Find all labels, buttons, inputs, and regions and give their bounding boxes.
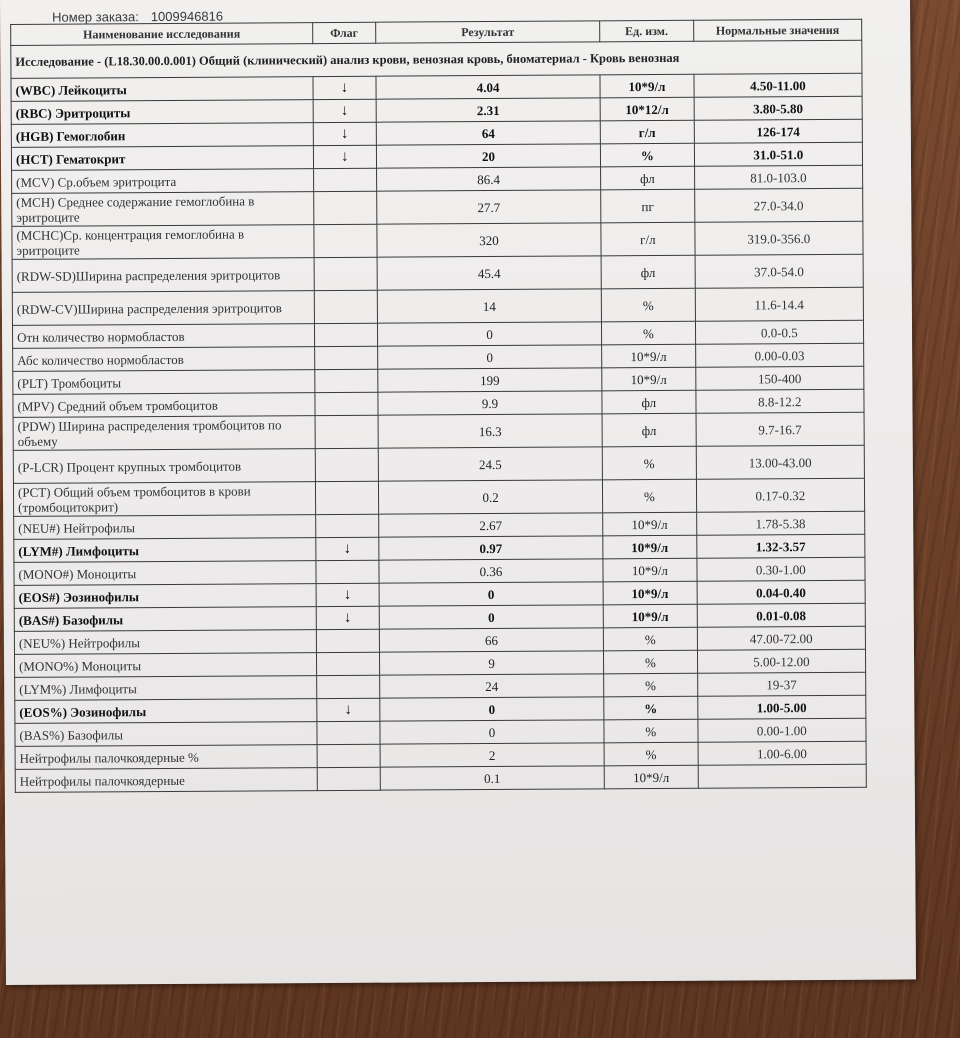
- row-result-cell: 9.9: [378, 391, 602, 415]
- row-norm-cell: 3.80-5.80: [694, 96, 862, 120]
- table-row: [15, 764, 866, 792]
- row-norm-cell: 0.04-0.40: [697, 580, 865, 604]
- row-result-cell: 64: [376, 121, 600, 145]
- row-name-cell: (MPV) Средний объем тромбоцитов: [13, 393, 315, 418]
- row-norm-cell: 37.0-54.0: [695, 254, 864, 288]
- row-name-cell: (P-LCR) Процент крупных тромбоцитов: [13, 449, 315, 484]
- row-norm-cell: 4.50-11.00: [694, 73, 862, 97]
- row-unit-cell: %: [604, 696, 698, 720]
- row-result-cell: 0: [377, 322, 601, 346]
- row-norm-cell: 1.00-6.00: [698, 741, 866, 765]
- row-flag-cell: [314, 323, 377, 346]
- row-name-cell: (RBC) Эритроциты: [11, 100, 313, 125]
- down-arrow-icon: ↓: [316, 583, 379, 606]
- row-result-cell: 2.67: [379, 513, 603, 537]
- row-unit-cell: фл: [602, 413, 696, 447]
- row-unit-cell: %: [602, 446, 696, 480]
- down-arrow-icon: ↓: [313, 122, 376, 145]
- header-norm: Нормальные значения: [693, 19, 861, 41]
- row-name-cell: (MCH) Среднее содержание гемоглобина в эритроците: [12, 192, 314, 227]
- row-unit-cell: 10*9/л: [603, 581, 697, 605]
- row-unit-cell: фл: [601, 166, 695, 190]
- row-flag-cell: [316, 514, 379, 537]
- row-norm-cell: 27.0-34.0: [694, 188, 863, 222]
- row-norm-cell: 1.00-5.00: [697, 695, 865, 719]
- row-name-cell: (EOS%) Эозинофилы: [15, 699, 317, 724]
- table-row: [12, 221, 863, 259]
- row-name-cell: Абс количество нормобластов: [13, 347, 315, 372]
- row-unit-cell: 10*9/л: [603, 512, 697, 536]
- row-result-cell: 0.36: [379, 559, 603, 583]
- row-unit-cell: %: [602, 321, 696, 345]
- row-unit-cell: %: [602, 479, 696, 513]
- row-unit-cell: 10*9/л: [603, 558, 697, 582]
- row-flag-cell: [315, 448, 378, 481]
- row-flag-cell: [317, 721, 380, 744]
- row-flag-cell: [314, 191, 377, 224]
- row-norm-cell: 0.00-1.00: [698, 718, 866, 742]
- row-result-cell: 66: [379, 628, 603, 652]
- row-flag-cell: [315, 346, 378, 369]
- row-norm-cell: 126-174: [694, 119, 862, 143]
- row-flag-cell: [314, 290, 377, 323]
- row-norm-cell: 47.00-72.00: [697, 626, 865, 650]
- row-unit-cell: %: [604, 650, 698, 674]
- down-arrow-icon: ↓: [316, 537, 379, 560]
- row-result-cell: 0: [379, 582, 603, 606]
- row-name-cell: (EOS#) Эозинофилы: [14, 584, 316, 609]
- row-flag-cell: [317, 744, 380, 767]
- row-name-cell: (WBC) Лейкоциты: [11, 77, 313, 102]
- row-result-cell: 27.7: [377, 190, 601, 224]
- row-unit-cell: %: [600, 143, 694, 167]
- row-name-cell: (BAS#) Базофилы: [14, 607, 316, 632]
- row-flag-cell: [316, 652, 379, 675]
- row-name-cell: (PCT) Общий объем тромбоцитов в крови (тромбоцитокрит): [13, 482, 315, 517]
- header-flag: Флаг: [313, 22, 376, 43]
- row-result-cell: 2.31: [376, 98, 600, 122]
- row-result-cell: 20: [376, 144, 600, 168]
- table-row: [12, 287, 863, 325]
- row-result-cell: 0: [380, 720, 604, 744]
- row-flag-cell: [316, 629, 379, 652]
- row-norm-cell: 19-37: [697, 672, 865, 696]
- row-unit-cell: %: [604, 673, 698, 697]
- row-norm-cell: 13.00-43.00: [696, 445, 865, 479]
- header-unit: Ед. изм.: [600, 20, 694, 42]
- row-norm-cell: 0.00-0.03: [695, 343, 863, 367]
- row-norm-cell: 81.0-103.0: [694, 165, 862, 189]
- row-unit-cell: 10*9/л: [603, 604, 697, 628]
- row-flag-cell: [317, 767, 380, 790]
- row-name-cell: (MCV) Ср.объем эритроцита: [12, 169, 314, 194]
- row-unit-cell: г/л: [601, 222, 695, 256]
- row-name-cell: (HCT) Гематокрит: [11, 146, 313, 171]
- row-name-cell: (NEU#) Нейтрофилы: [14, 515, 316, 540]
- row-unit-cell: %: [601, 288, 695, 322]
- row-norm-cell: 0.17-0.32: [696, 478, 865, 512]
- row-result-cell: 0: [380, 697, 604, 721]
- row-unit-cell: %: [603, 627, 697, 651]
- header-name: Наименование исследования: [11, 23, 313, 46]
- table-row: [12, 188, 863, 226]
- table-row: [12, 254, 863, 292]
- down-arrow-icon: ↓: [313, 99, 376, 122]
- row-result-cell: 86.4: [377, 167, 601, 191]
- row-norm-cell: 31.0-51.0: [694, 142, 862, 166]
- down-arrow-icon: ↓: [317, 698, 380, 721]
- row-unit-cell: 10*9/л: [603, 535, 697, 559]
- row-norm-cell: 9.7-16.7: [696, 412, 865, 446]
- row-name-cell: (MCHC)Ср. концентрация гемоглобина в эритроците: [12, 225, 314, 260]
- row-norm-cell: 0.01-0.08: [697, 603, 865, 627]
- row-name-cell: (LYM%) Лимфоциты: [15, 676, 317, 701]
- row-result-cell: 320: [377, 223, 601, 257]
- row-name-cell: (LYM#) Лимфоциты: [14, 538, 316, 563]
- section-row: [11, 40, 862, 78]
- row-norm-cell: 1.32-3.57: [696, 534, 864, 558]
- down-arrow-icon: ↓: [313, 76, 376, 99]
- row-flag-cell: [314, 224, 377, 257]
- row-name-cell: (MONO#) Моноциты: [14, 561, 316, 586]
- order-number-value: 1009946816: [150, 8, 224, 25]
- row-name-cell: (MONO%) Моноциты: [14, 653, 316, 678]
- row-result-cell: 4.04: [376, 75, 600, 99]
- row-norm-cell: 319.0-356.0: [695, 221, 864, 255]
- row-flag-cell: [316, 560, 379, 583]
- row-unit-cell: 10*9/л: [604, 765, 698, 789]
- row-result-cell: 45.4: [377, 256, 601, 290]
- row-norm-cell: 150-400: [695, 366, 863, 390]
- row-result-cell: 199: [378, 368, 602, 392]
- row-name-cell: (HGB) Гемоглобин: [11, 123, 313, 148]
- row-unit-cell: 10*9/л: [600, 74, 694, 98]
- row-norm-cell: 5.00-12.00: [697, 649, 865, 673]
- row-result-cell: 24.5: [378, 447, 602, 481]
- row-result-cell: 0: [378, 345, 602, 369]
- row-result-cell: 9: [379, 651, 603, 675]
- row-flag-cell: [314, 257, 377, 290]
- row-norm-cell: [698, 764, 866, 788]
- row-unit-cell: %: [604, 719, 698, 743]
- row-result-cell: 16.3: [378, 414, 602, 448]
- row-result-cell: 0.2: [378, 480, 602, 514]
- row-name-cell: (PDW) Ширина распределения тромбоцитов по объему: [13, 416, 315, 451]
- table-row: [13, 412, 864, 450]
- table-row: [13, 445, 864, 483]
- row-unit-cell: %: [604, 742, 698, 766]
- row-name-cell: (NEU%) Нейтрофилы: [14, 630, 316, 655]
- order-number-label: Номер заказа:: [52, 9, 139, 25]
- row-unit-cell: 10*12/л: [600, 97, 694, 121]
- row-norm-cell: 8.8-12.2: [696, 389, 864, 413]
- row-unit-cell: фл: [602, 390, 696, 414]
- down-arrow-icon: ↓: [316, 606, 379, 629]
- row-norm-cell: 0.0-0.5: [695, 320, 863, 344]
- row-flag-cell: [315, 415, 378, 448]
- results-table: [10, 19, 867, 793]
- row-result-cell: 0: [379, 605, 603, 629]
- row-unit-cell: 10*9/л: [602, 367, 696, 391]
- row-unit-cell: г/л: [600, 120, 694, 144]
- row-name-cell: Нейтрофилы палочкоядерные %: [15, 745, 317, 770]
- row-norm-cell: 11.6-14.4: [695, 287, 864, 321]
- row-flag-cell: [315, 369, 378, 392]
- row-result-cell: 0.1: [380, 766, 604, 790]
- row-flag-cell: [317, 675, 380, 698]
- row-result-cell: 24: [380, 674, 604, 698]
- row-flag-cell: [315, 481, 378, 514]
- row-flag-cell: [315, 392, 378, 415]
- row-name-cell: (RDW-CV)Ширина распределения эритроцитов: [12, 291, 314, 326]
- row-name-cell: (RDW-SD)Ширина распределения эритроцитов: [12, 258, 314, 293]
- row-unit-cell: фл: [601, 255, 695, 289]
- row-name-cell: Отн количество нормобластов: [12, 324, 314, 349]
- row-result-cell: 0.97: [379, 536, 603, 560]
- header-result: Результат: [376, 21, 600, 43]
- row-norm-cell: 0.30-1.00: [697, 557, 865, 581]
- row-norm-cell: 1.78-5.38: [696, 511, 864, 535]
- row-name-cell: (PLT) Тромбоциты: [13, 370, 315, 395]
- row-name-cell: Нейтрофилы палочкоядерные: [15, 768, 317, 793]
- table-row: [13, 478, 864, 516]
- row-result-cell: 2: [380, 743, 604, 767]
- row-name-cell: (BAS%) Базофилы: [15, 722, 317, 747]
- row-result-cell: 14: [377, 289, 601, 323]
- section-title: Исследование - (L18.30.00.0.001) Общий (клинический) анализ крови, венозная кровь, биоматериал - Кровь венозная: [11, 40, 862, 78]
- row-unit-cell: пг: [601, 189, 695, 223]
- row-unit-cell: 10*9/л: [602, 344, 696, 368]
- down-arrow-icon: ↓: [313, 145, 376, 168]
- row-flag-cell: [313, 168, 376, 191]
